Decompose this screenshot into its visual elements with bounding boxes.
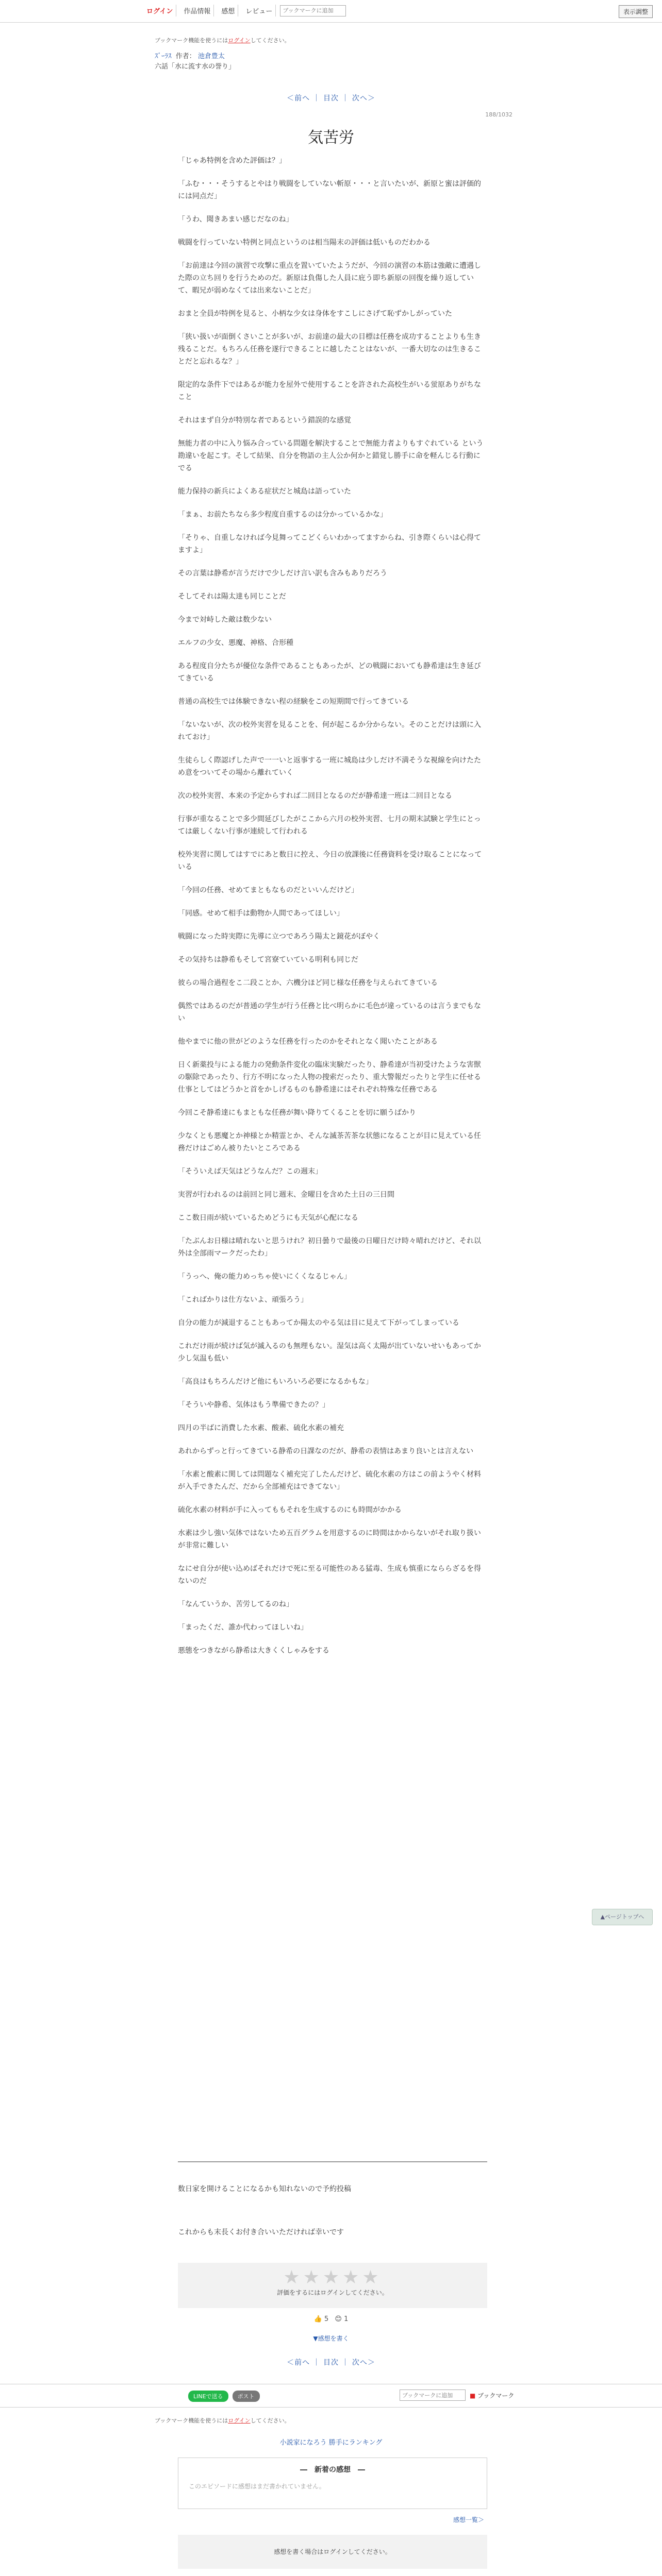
author-link[interactable]: 池倉豊太 <box>197 53 225 60</box>
body-paragraph: 「うっへ、俺の能力めっちゃ使いにくくなるじゃん」 <box>178 1273 351 1281</box>
page-number: 188/1032 <box>485 111 512 118</box>
bookmark-notice: ブックマーク機能を使うにはログインしてください。 <box>155 37 290 44</box>
page-nav-top: ＜前へ ｜ 目次 ｜ 次へ＞ <box>287 94 375 103</box>
body-paragraph: 他やまでに他の世がどのような任務を行ったのかをそれとなく聞いたことがある <box>178 1038 438 1046</box>
body-paragraph: ある程度自分たちが優位な条件であることもあったが、どの戦闘においても静希達は生き延びてきている <box>178 662 481 683</box>
new-impressions-box <box>178 2458 487 2509</box>
body-paragraph: その言葉は静希が言うだけで少しだけ言い訳も含みもありだろう <box>178 569 387 578</box>
body-paragraph: 生徒らしく際認げした声で一一いと返事する一班に城島は少しだけ不満そうな視線を向けたため意をついてその場から離れていく <box>178 756 481 777</box>
no-impressions-text: このエピソードに感想はまだ書かれていません。 <box>189 2483 325 2490</box>
body-paragraph: 硫化水素の材料が手に入ってももそれを生成するのにも時間がかかる <box>178 1506 402 1514</box>
bookmark-button[interactable]: ■ ブックマーク <box>470 2392 515 2399</box>
body-paragraph: 「水素と酸素に関しては問題なく補充完了したんだけど、硫化水素の方はこの前ようやく材料が入手できたんだ、だから全部補充はできてない」 <box>178 1470 481 1491</box>
line-share-button[interactable]: LINEで送る <box>188 2391 228 2402</box>
body-paragraph: それはまず自分が特別な者であるという錯誤的な感覚 <box>178 416 351 425</box>
body-paragraph: 今回こそ静希達にもまともな任務が舞い降りてくることを切に願うばかり <box>178 1109 416 1117</box>
impressions-list-link[interactable]: 感想一覧＞ <box>453 2516 484 2523</box>
write-impression-box: 感想を書く場合はログインしてください。 <box>178 2535 487 2569</box>
body-paragraph: 彼らの場合過程をこ二段ことか、六機分ほど同じ様な任務を与えられてきている <box>178 979 438 987</box>
body-paragraph: エルフの少女、悪魔、神格、合形種 <box>178 639 293 647</box>
body-paragraph: 能力保持の新兵によくある症状だと城島は語っていた <box>178 487 351 496</box>
header-nav <box>143 5 346 16</box>
body-paragraph: 偶然ではあるのだが普通の学生が行う任務と比べ明らかに毛色が違っているのは言うまでもない <box>178 1002 481 1023</box>
body-paragraph: そしてそれは陽太達も同じことだ <box>178 592 286 601</box>
chapter-title: 気苦労 <box>308 129 354 147</box>
ranking-link[interactable]: 小説家になろう 勝手にランキング <box>279 2439 383 2447</box>
smile-reaction[interactable]: 😊 1 <box>335 2315 349 2323</box>
body-paragraph: 無能力者の中に入り悩み合っている問題を解決することで無能力者よりもすぐれている という勘違いを起こす。そして結果、自分を物語の主人公か何かと錯覚し勝手に命を軽んじる行動にでる <box>178 439 484 472</box>
body-paragraph: 校外実習に関してはすでにあと数日に控え、今日の放課後に任務資料を受け取ることになっている <box>178 851 482 871</box>
next-link-bottom[interactable]: 次へ＞ <box>352 2359 375 2367</box>
body-paragraph: 次の校外実習、本来の予定からすれば二回目となるのだが静希達一班は二回目となる <box>178 792 452 800</box>
body-paragraph: 「そりゃ、自重しなければ今見舞ってこどくらいわかってますからね、引き際くらいは心得てますよ」 <box>178 534 481 554</box>
body-paragraph: 「たぶんお日様は晴れないと思うけれ？初日曇りで最後の日曜日だけ時々晴れだけど、それ以外は全部雨マークだったわ」 <box>178 1237 481 1258</box>
notice-login-link[interactable]: ログイン <box>228 37 251 44</box>
series-info <box>155 52 235 72</box>
body-paragraph: 「高良はもちろんだけど他にもいろいろ必要になるかもな」 <box>178 1378 373 1386</box>
login-link[interactable]: ログイン <box>143 5 176 16</box>
reactions <box>0 2315 662 2323</box>
body-paragraph: 今まで対峙した敵は数少ない <box>178 616 272 624</box>
body-paragraph: 日く新薬投与による能力の発動条件変化の臨床実験だったり、静希達が当初受けたような害獣の駆除であったり、行方不明になった人物の捜索だったり、重大警報だったりと学生に任せる仕事としてはどうかと首をかしげるものも静希達にはそれぞれ特殊な任務である <box>178 1061 481 1094</box>
body-paragraph: その気持ちは静希もそして宮寮ていている明利も同じだ <box>178 956 358 964</box>
rating-message: 評価をするにはログインしてください。 <box>277 2289 388 2296</box>
body-paragraph: 「そういや静希、気体はもう準備できたの？」 <box>178 1401 329 1409</box>
body-paragraph: 戦闘になった時実際に先導に立つであろう陽太と鏡花がぼやく <box>178 933 380 941</box>
body-paragraph: ここ数日雨が続いているためどうにも天気が心配になる <box>178 1214 358 1222</box>
series-title-link[interactable]: ｽﾞｰﾗｽ <box>155 53 172 60</box>
bookmark-input-bottom[interactable] <box>400 2389 466 2401</box>
afterword-line-2: これからも末長くお付き合いいただければ幸いです <box>178 2228 344 2236</box>
body-paragraph: 「ふむ・・・そうするとやはり戦闘をしていない斬原・・・と言いたいが、新原と蜜は評価的には同点だ」 <box>178 180 481 200</box>
body-paragraph: 「今回の任務、せめてまともなものだといいんだけど」 <box>178 886 358 894</box>
body-paragraph: 戦闘を行っていない特例と同点というのは相当陽末の評価は低いものだわかる <box>178 239 431 247</box>
bookmark-notice-bottom: ブックマーク機能を使うにはログインしてください。 <box>155 2417 290 2424</box>
body-paragraph: 「ないないが、次の校外実習を見ることを、何が起こるか分からない。そのことだけは頭に入れておけ」 <box>178 721 481 741</box>
toc-link[interactable]: 目次 <box>323 94 339 103</box>
page-top-button[interactable]: ▲ページトップへ <box>592 1909 653 1925</box>
body-paragraph: 四月の半ばに消費した水素、酸素、硫化水素の補充 <box>178 1424 344 1432</box>
novel-body <box>178 155 487 1668</box>
body-paragraph: おまと全員が特例を見ると、小柄な少女は身体をすこしにさげて恥ずかしがっていた <box>178 310 452 318</box>
top-header <box>0 0 662 23</box>
author-label: 作者： <box>175 53 196 60</box>
share-bar <box>0 2384 662 2408</box>
body-paragraph: 「じゃあ特例を含めた評価は？」 <box>178 157 286 165</box>
rating-box <box>178 2263 487 2308</box>
body-paragraph: 行事が重なることで多少間延びしたがここから六月の校外実習、七月の期末試験と学生にとっては厳しくない行事が連続して行われる <box>178 815 481 836</box>
toc-link-bottom[interactable]: 目次 <box>323 2359 339 2367</box>
body-paragraph: 「同感。せめて相手は動物か人間であってほしい」 <box>178 909 344 918</box>
next-link[interactable]: 次へ＞ <box>352 94 375 103</box>
notice-login-link-bottom[interactable]: ログイン <box>228 2417 251 2424</box>
body-paragraph: 実習が行われるのは前回と同じ週末、金曜日を含めた土日の三日間 <box>178 1191 394 1199</box>
body-paragraph: 「お前達は今回の演習で攻撃に重点を置いていたようだが、今回の演習の本筋は強敵に遭遇した際の立ち回りを行うためのだ。新原は負傷した人員に庇う即ち新原の回復を繰り返していて、暇兄が弱めなくては出来ないことだ」 <box>178 262 481 295</box>
chapter-info: 六話「水に流す水の誉り」 <box>155 63 236 71</box>
display-settings-button[interactable]: 表示調整 <box>619 5 653 18</box>
body-paragraph: 「まったくだ、誰か代わってほしいね」 <box>178 1623 308 1632</box>
body-paragraph: 悪態をつきながら静希は大きくくしゃみをする <box>178 1647 329 1655</box>
work-info-link[interactable]: 作品情報 <box>180 5 214 16</box>
prev-link-bottom[interactable]: ＜前へ <box>287 2359 310 2367</box>
afterword-line-1: 数日家を開けることになるかも知れないので予約投稿 <box>178 2185 351 2193</box>
body-paragraph: 「まぁ、お前たちなら多少程度自重するのは分かっているかな」 <box>178 511 387 519</box>
reviews-link[interactable]: レビュー <box>242 5 276 16</box>
afterword-divider <box>178 2161 487 2162</box>
write-impression-link[interactable]: ▼感想を書く <box>313 2335 349 2342</box>
body-paragraph: あれからずっと行ってきている静希の日課なのだが、静希の表情はあまり良いとは言えない <box>178 1447 474 1455</box>
bookmark-input[interactable] <box>280 5 346 16</box>
new-impressions-title: ― 新着の感想 ― <box>300 2466 365 2474</box>
body-paragraph: 普通の高校生では体験できない程の経験をこの短期間で行ってきている <box>178 698 409 706</box>
body-paragraph: 限定的な条件下ではあるが能力を屋外で使用することを許された高校生がいる蛍原ありがちなこと <box>178 381 481 401</box>
page-nav-bottom: ＜前へ ｜ 目次 ｜ 次へ＞ <box>287 2359 375 2367</box>
body-paragraph: これだけ雨が続けば気が滅入るのも無理もない。湿気は高く太陽が出ていないせいもあってか少し気温も低い <box>178 1342 481 1363</box>
body-paragraph: 水素は少し強い気体ではないため五百グラムを用意するのに時間はかからないがそれ取り扱いが非常に難しい <box>178 1529 481 1550</box>
body-paragraph: 少なくとも悪魔とか神様とか精霊とか、そんな滅茶苦茶な状態になることが目に見えている任務だけはごめん被りたいところである <box>178 1132 481 1153</box>
rating-stars[interactable]: ★★★★★ <box>283 2267 382 2288</box>
body-paragraph: 「うわ、聞きあまい感じだなのね」 <box>178 215 293 224</box>
like-reaction[interactable]: 👍 5 <box>313 2315 329 2323</box>
body-paragraph: なにせ自分が使い込めばそれだけで死に至る可能性のある猛毒、生成も慎重になららざるを得ないのだ <box>178 1565 481 1585</box>
body-paragraph: 自分の能力が減退することもあってか陽太のやる気は目に見えて下がってしまっている <box>178 1319 459 1327</box>
body-paragraph: 「なんていうか、苦労してるのね」 <box>178 1600 293 1608</box>
impressions-link[interactable]: 感想 <box>218 5 238 16</box>
body-paragraph: 「こればかりは仕方ないよ、頑張ろう」 <box>178 1296 308 1304</box>
body-paragraph: 「狭い扱いが面倒くさいことが多いが、お前達の最大の目標は任務を成功することよりも生き残ることだ。もちろん任務を遂行できることに越したことはないが、一番大切なのは生きることだと忘れるな？」 <box>178 333 481 366</box>
post-share-button[interactable]: ポスト <box>233 2391 260 2402</box>
prev-link[interactable]: ＜前へ <box>287 94 310 103</box>
body-paragraph: 「そういえば天気はどうなんだ？この週末」 <box>178 1167 322 1176</box>
